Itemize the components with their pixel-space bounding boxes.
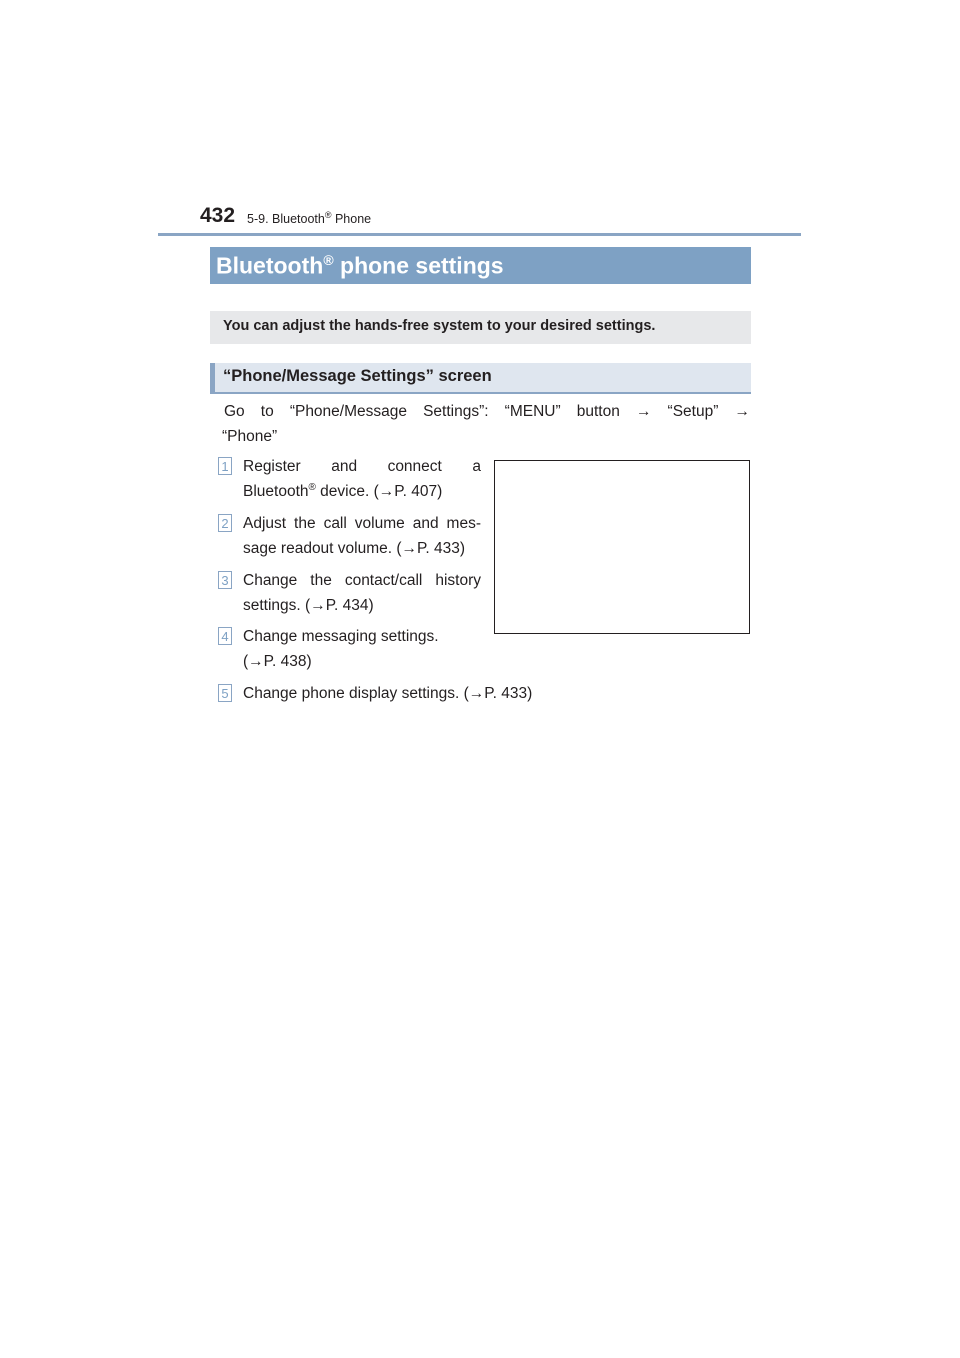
item-line-1: Change the contact/call history [243, 572, 481, 589]
item-number-badge: 5 [218, 684, 232, 702]
nav-word: to [260, 403, 274, 420]
page-number: 432 [200, 204, 236, 227]
subsection-accent [210, 363, 215, 392]
intro-text: You can adjust the hands-free system to your desired settings. [223, 318, 656, 334]
title-registered-mark: ® [323, 252, 334, 268]
item-line-2: sage readout volume. (→P. 433) [243, 540, 466, 557]
screen-illustration-placeholder [494, 460, 750, 634]
section-suffix: Phone [331, 212, 372, 227]
subsection-title: “Phone/Message Settings” screen [223, 367, 492, 385]
intro-box [210, 311, 751, 344]
item-text [243, 454, 481, 504]
item-line-1 [243, 454, 481, 479]
item-number-badge: 4 [218, 627, 232, 645]
header-divider [158, 233, 801, 236]
nav-word: button [576, 403, 620, 420]
item-number-badge: 3 [218, 571, 232, 589]
nav-word: Settings”: [423, 403, 489, 420]
nav-word: “MENU” [504, 403, 561, 420]
navigation-line-2: “Phone” [222, 428, 278, 445]
nav-word: “Setup” [667, 403, 719, 420]
page-header [200, 200, 800, 234]
item-line-1: Change messaging settings. [243, 628, 439, 645]
subsection-header [210, 363, 751, 394]
item-line-1: Adjust the call volume and mes- [243, 515, 481, 532]
section-name: 5-9. Bluetooth [247, 212, 325, 227]
registered-mark: ® [308, 481, 316, 493]
item-word: Register [243, 458, 301, 475]
nav-word: Go [224, 403, 245, 420]
item-line-2-text: Bluetooth [243, 483, 309, 500]
item-word: a [472, 458, 481, 475]
item-line-2: (→P. 438) [243, 653, 312, 670]
item-line-2 [243, 479, 481, 504]
item-number-badge: 1 [218, 457, 232, 475]
page-reference: device. (→P. 407) [315, 483, 443, 500]
item-text [243, 681, 563, 706]
item-text [243, 511, 481, 561]
section-title-bar [210, 247, 751, 284]
item-text [243, 568, 481, 618]
section-title [216, 252, 504, 280]
item-line-2: settings. (→P. 434) [243, 597, 374, 614]
section-breadcrumb [247, 210, 371, 226]
nav-word: “Phone/Message [289, 403, 407, 420]
arrow-right-icon: → [734, 403, 750, 420]
title-suffix: phone settings [333, 252, 504, 279]
item-text [243, 624, 481, 674]
navigation-line-1 [224, 399, 750, 424]
title-main: Bluetooth [216, 252, 324, 279]
item-line-1: Change phone display settings. (→P. 433) [243, 685, 533, 702]
arrow-right-icon: → [635, 403, 652, 420]
item-word: and [331, 458, 358, 475]
item-word: connect [387, 458, 442, 475]
item-number-badge: 2 [218, 514, 232, 532]
navigation-instructions [222, 399, 750, 445]
registered-mark: ® [324, 210, 332, 220]
